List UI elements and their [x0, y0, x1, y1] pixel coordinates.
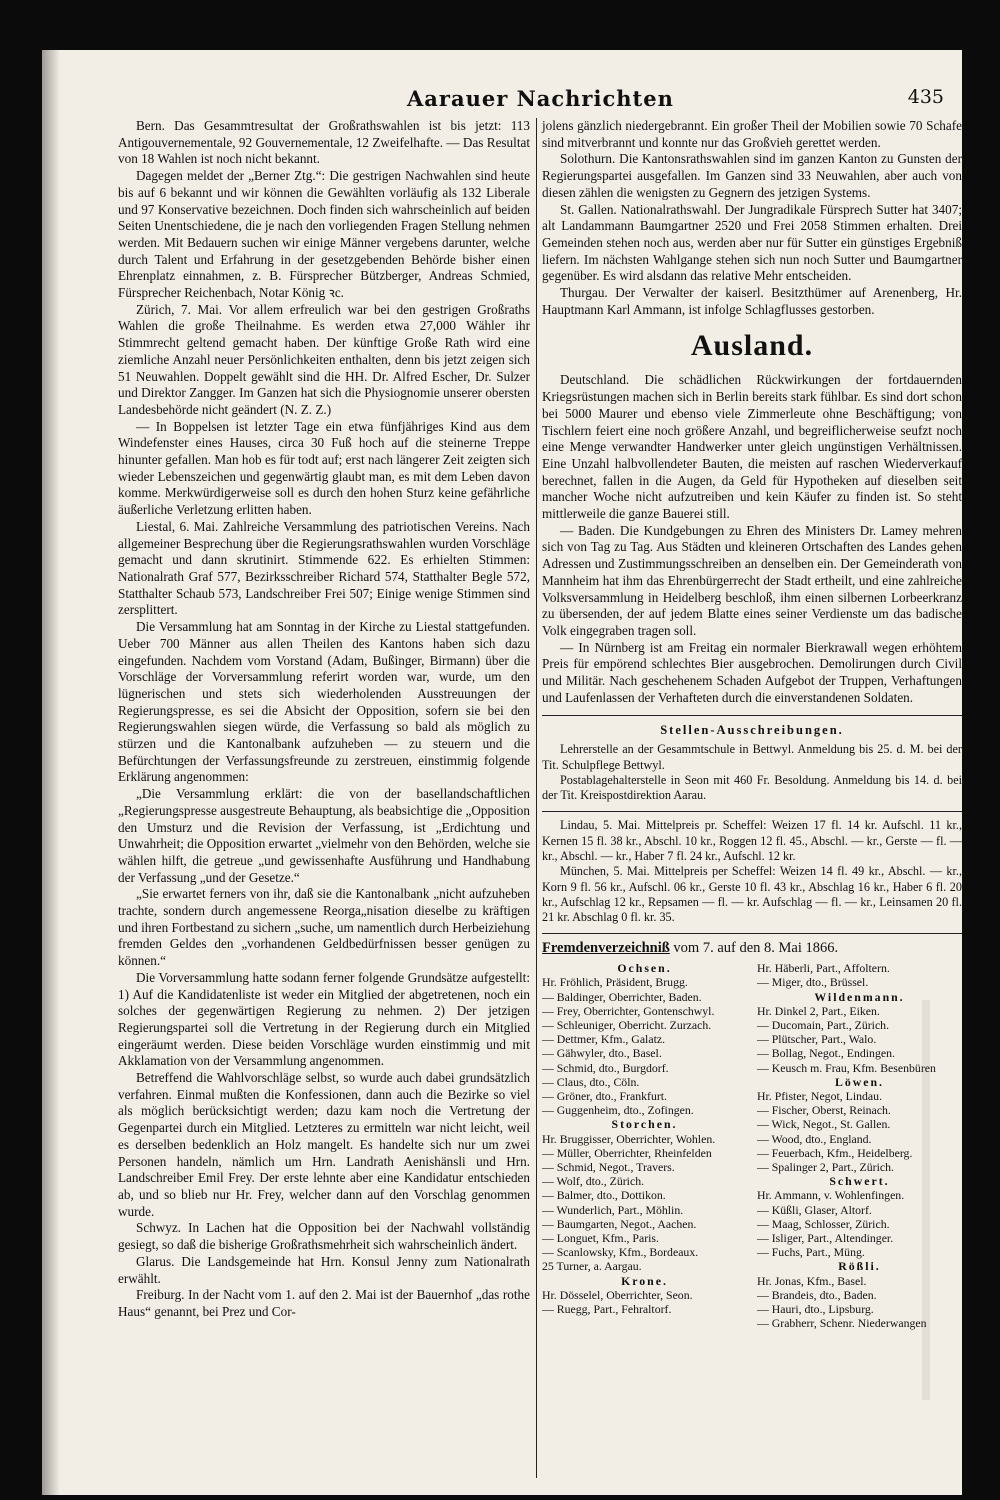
guest-entry: 25 Turner, a. Aargau.	[542, 1259, 642, 1274]
quoted-declaration: „Die Versammlung erklärt: die von der basellandschaftlichen „Regierungspresse ausgestreute Behauptung, als beabsichtige die „Opposition den Umsturz und die Revision der Verfassung, ist „Erdichtung und Unwahrheit; die Opposition erwartet „vielmehr von den Behörden, welche sie wählen hilft, die getreue „und gewissenhafte Ausführung und Handhabung der Verfassung „und der Gesetze.“	[118, 786, 530, 885]
guest-entry: — Plütscher, Part., Walo.	[757, 1032, 877, 1047]
guest-entry: — Isliger, Part., Altendinger.	[757, 1231, 894, 1246]
article-paragraph: Die Vorversammlung hatte sodann ferner folgende Grundsätze aufgestellt: 1) Auf die Kandidatenliste ist weder ein Mitglied der abgetretenen, noch ein solches der gegenwärtigen Regierung zu nehmen. 2) Der jetzigen Regierungspartei soll die Vertretung in der Regierung durch ein Mitglied eingeräumt werden. Diese beiden Vorschläge wurden einstimmig und mit Akklamation von der Versammlung angenommen.	[118, 969, 530, 1069]
guest-entry: Hr. Jonas, Kfm., Basel.	[757, 1273, 867, 1288]
guest-entry: Hr. Dösselel, Oberrichter, Seon.	[542, 1287, 693, 1302]
quoted-declaration: „Sie erwartet ferners von ihr, daß sie die Kantonalbank „nicht aufzuheben trachte, sondern durch angemessene Reorga„nisation dieselbe zu kräftigen und ihren Fortbestand zu sichern „suche, um namentlich durch Herbeiziehung fremden Geldes den „vorhandenen Geldbedürfnissen besser genügen zu können.“	[118, 886, 530, 969]
market-report: München, 5. Mai. Mittelpreis per Scheffel: Weizen 14 fl. 49 kr., Abschl. — kr., Korn 9 fl. 56 kr., Aufschl. 06 kr., Gerste 10 fl. 43 kr., Abschlag 16 kr., Haber 6 fl. 20 kr., Aufschlag 12 kr., Repsamen — fl. — kr. Aufschlag — fl. — kr., Leinsamen 20 fl. 21 kr. Abschlag 0 fl. kr. 35.	[542, 864, 962, 925]
guest-entry: — Dettmer, Kfm., Galatz.	[542, 1032, 666, 1047]
guest-list-date: vom 7. auf den 8. Mai 1866.	[673, 940, 839, 957]
guest-entry: — Guggenheim, dto., Zofingen.	[542, 1103, 694, 1118]
article-paragraph: Betreffend die Wahlvorschläge selbst, so wurde auch dabei grundsätzlich verfahren. Einmal mußten die Konfessionen, dann auch die Bezirke so viel als möglich berücksichtigt werden; dazu kam noch die Vertretung der Gegenpartei durch ein Mitglied. Letzteres zu ermitteln war nicht leicht, weil es derselben bedenklich an Holz mangelt. Es handelte sich nur um zwei Personen handeln, nämlich um Hrn. Landrath Aenishänsli und Hrn. Landschreiber Emil Frey. Der erste lehnte aber eine Kandidatur entschieden ab, und so blieb nur Hr. Frey, welcher dann auf den Vorschlag genommen wurde.	[118, 1070, 530, 1219]
guest-entry: — Küßli, Glaser, Altorf.	[757, 1202, 872, 1217]
guest-entry: — Brandeis, dto., Baden.	[757, 1287, 877, 1302]
article-paragraph: — In Boppelsen ist letzter Tage ein etwa fünfjähriges Kind aus dem Windefenster eines Hauses, circa 30 Fuß hoch auf die steinerne Treppe hinunter gefallen. Man hob es für todt auf; erst nach längerer Zeit zeigten sich wieder Lebenszeichen und gegenwärtig glaubt man, es mit dem Leben davon komme. Merkwürdigerweise soll es durch den hohen Sturz keine gefährliche äußerliche Verletzung erlitten haben.	[118, 418, 530, 518]
hotel-name: Löwen.	[834, 1074, 885, 1089]
article-paragraph: Bern. Das Gesammtresultat der Großrathswahlen ist bis jetzt: 113 Antigouvernementale, 92 Gouvernementale, 12 Zweifelhafte. — Das Resultat von 18 Wahlen ist noch nicht bekannt.	[118, 118, 530, 167]
article-paragraph: Thurgau. Der Verwalter der kaiserl. Besitzthümer auf Arenenberg, Hr. Hauptmann Karl Ammann, ist infolge Schlagflusses gestorben.	[542, 285, 962, 317]
paper-stain	[922, 1000, 930, 1400]
article-paragraph: Glarus. Die Landsgemeinde hat Hrn. Konsul Jenny zum Nationalrath erwählt.	[118, 1253, 530, 1286]
guest-entry: — Keusch m. Frau, Kfm. Besenbüren	[757, 1060, 936, 1075]
guest-entry: — Spalinger 2, Part., Zürich.	[757, 1160, 894, 1175]
article-paragraph: Zürich, 7. Mai. Vor allem erfreulich war bei den gestrigen Großraths Wahlen die große Theilnahme. Es werden etwa 27,000 Wähler ihr Stimmrecht geltend gemacht haben. Der künftige Große Rath wird eine ziemliche Anzahl neuer Persönlichkeiten enthalten, denn bis jetzt zeigen sich 51 Neuwahlen. Doppelt gewählt sind die HH. Dr. Alfred Escher, Dr. Sulzer und Direktor Zangger. Im Ganzen hat sich die Physiognomie unserer obersten Landesbehörde nicht geändert (N. Z. Z.)	[118, 301, 530, 417]
guest-entry: — Baldinger, Oberrichter, Baden.	[542, 989, 702, 1004]
market-report: Lindau, 5. Mai. Mittelpreis pr. Scheffel: Weizen 17 fl. 14 kr. Aufschl. 11 kr., Kernen 15 fl. 38 kr., Abschl. 10 kr., Roggen 12 fl. 45., Abschl. — kr., Gerste — fl. — kr., Abschl. — kr., Haber 7 fl. 24 kr., Aufschl. 12 kr.	[542, 818, 962, 863]
hotel-name: Ochsen.	[617, 961, 672, 976]
section-rule	[542, 933, 962, 934]
guest-entry: — Feuerbach, Kfm., Heidelberg.	[757, 1145, 913, 1160]
guest-entry: — Frey, Oberrichter, Gontenschwyl.	[542, 1003, 715, 1018]
article-paragraph: Freiburg. In der Nacht vom 1. auf den 2. Mai ist der Bauernhof „das rothe Haus“ genannt, bei Prez und Cor-	[118, 1287, 530, 1319]
guest-entry: — Wick, Negot., St. Gallen.	[757, 1117, 891, 1132]
guest-entry: Hr. Häberli, Part., Affoltern.	[757, 961, 890, 976]
guest-entry: — Müller, Oberrichter, Rheinfelden	[542, 1145, 712, 1160]
guest-entry: — Balmer, dto., Dottikon.	[542, 1188, 666, 1203]
left-column	[118, 118, 530, 1488]
newspaper-page	[42, 50, 962, 1495]
article-paragraph: Solothurn. Die Kantonsrathswahlen sind im ganzen Kanton zu Gunsten der Regierungspartei ausgefallen. Im Ganzen sind 33 Neuwahlen, aber auch von diesen zählen die wenigsten zu Gegnern des jetzigen Systems.	[542, 151, 962, 200]
guest-list-right	[757, 961, 962, 1330]
guest-entry: — Claus, dto., Cöln.	[542, 1074, 640, 1089]
guest-entry: — Baumgarten, Negot., Aachen.	[542, 1216, 697, 1231]
guest-entry: — Wolf, dto., Zürich.	[542, 1174, 645, 1189]
guest-entry: — Schmid, Negot., Travers.	[542, 1160, 675, 1175]
section-rule	[542, 811, 962, 812]
column-divider	[536, 118, 537, 1478]
guest-entry: — Scanlowsky, Kfm., Bordeaux.	[542, 1245, 699, 1260]
guest-entry: — Fischer, Oberst, Reinach.	[757, 1103, 891, 1118]
newspaper-title: Aarauer Nachrichten	[407, 86, 674, 111]
hotel-name: Schwert.	[829, 1174, 890, 1189]
guest-entry: — Ruegg, Part., Fehraltorf.	[542, 1302, 672, 1317]
article-paragraph: jolens gänzlich niedergebrannt. Ein großer Theil der Mobilien sowie 70 Schafe sind mitverbrannt und konnte nur das Großvieh gerettet werden.	[542, 118, 962, 150]
stellen-heading: Stellen-Ausschreibungen.	[660, 722, 844, 737]
section-rule	[542, 715, 962, 716]
article-paragraph: Liestal, 6. Mai. Zahlreiche Versammlung des patriotischen Vereins. Nach allgemeiner Besprechung über die Regierungsrathswahlen wurden Vorschläge gemacht und dann skrutinirt. Stimmende 622. Es erhielten Stimmen: Nationalrath Graf 577, Bezirksschreiber Richard 574, Statthalter Begle 572, Statthalter Schaub 573, Landschreiber Frei 507; Einige wenige Stimmen sind zersplittert.	[118, 518, 530, 618]
guest-entry: Hr. Bruggisser, Oberrichter, Wohlen.	[542, 1131, 716, 1146]
article-paragraph: — Baden. Die Kundgebungen zu Ehren des Ministers Dr. Lamey mehren sich von Tag zu Tag. Aus Städten und kleineren Ortschaften des Landes gehen Adressen und Zustimmungsschreiben an denselben ein. Der Gemeinderath von Mannheim hat ihm das Ehrenbürgerrecht der Stadt ertheilt, und eine zahlreiche Volksversammlung in Heidelberg beschloß, ihm einen silbernen Lorbeerkranz zu übersenden, der auf jedem Blatte eines seiner Verdienste um das badische Volk eingegraben tragen soll.	[542, 522, 962, 638]
right-column	[542, 118, 962, 1488]
guest-entry: — Hauri, dto., Lipsburg.	[757, 1302, 874, 1317]
article-paragraph: — In Nürnberg ist am Freitag ein normaler Bierkrawall wegen erhöhtem Preis für empörend schlechtes Bier ausgebrochen. Demolirungen durch Civil und Militär. Nach geschehenem Schaden Aufgebot der Truppen, Verhaftungen und Laufenlassen der Verhafteten durch die einverstandenen Soldaten.	[542, 639, 962, 705]
guest-entry: — Ducomain, Part., Zürich.	[757, 1017, 890, 1032]
guest-entry: Hr. Pfister, Negot, Lindau.	[757, 1089, 883, 1103]
article-paragraph: St. Gallen. Nationalrathswahl. Der Jungradikale Fürsprech Sutter hat 3407; alt Landammann Baumgartner 2520 und Frei 2058 Stimmen erhalten. Drei Gemeinden stehen noch aus, werden aber nur für Sutter ein günstiges Ergebniß liefern. Im nächsten Wahlgange stehen sich nun noch Sutter und Baumgartner gegenüber. Es wird alsdann das relative Mehr entscheiden.	[542, 201, 962, 284]
guest-entry: — Schleuniger, Oberricht. Zurzach.	[542, 1017, 712, 1032]
page-number: 435	[907, 86, 944, 108]
guest-entry: Hr. Ammann, v. Wohlenfingen.	[757, 1188, 905, 1203]
job-listing: Postablagehalterstelle in Seon mit 460 Fr. Besoldung. Anmeldung bis 14. d. bei der Tit. Kreispostdirektion Aarau.	[542, 772, 962, 803]
guest-entry: — Schmid, dto., Burgdorf.	[542, 1060, 669, 1075]
hotel-name: Storchen.	[611, 1117, 678, 1132]
guest-entry: Hr. Fröhlich, Präsident, Brugg.	[542, 975, 688, 990]
guest-entry: — Maag, Schlosser, Zürich.	[757, 1216, 890, 1231]
guest-entry: — Gröner, dto., Frankfurt.	[542, 1089, 668, 1103]
guest-list-left	[542, 961, 747, 1330]
guest-entry: — Fuchs, Part., Müng.	[757, 1245, 865, 1260]
hotel-name: Wildenmann.	[814, 989, 905, 1004]
guest-entry: — Grabherr, Schenr. Niederwangen	[757, 1316, 927, 1331]
article-paragraph: Dagegen meldet der „Berner Ztg.“: Die gestrigen Nachwahlen sind heute bis auf 6 bekannt und wir können die Gewählten vorläufig als 132 Liberale und 97 Konservative bezeichnen. Doch finden sich wahrscheinlich auf beiden Seiten Unentschiedene, die je nach den vorliegenden Fragen Stellung nehmen werden. Mit Bedauern suchen wir einige Männer vergebens darunter, welche durch Talent und Erfahrung in der gesetzgebenden Behörde bisher einen Ehrenplatz einnahmen, z. B. Fürsprecher Bützberger, Andreas Schmied, Fürsprecher Reichenbach, Notar König ꝛc.	[118, 168, 530, 301]
article-paragraph: Schwyz. In Lachen hat die Opposition bei der Nachwahl vollständig gesiegt, so daß die bisherige Großrathsmehrheit sich wahrscheinlich ändert.	[118, 1220, 530, 1253]
article-paragraph: Die Versammlung hat am Sonntag in der Kirche zu Liestal stattgefunden. Ueber 700 Männer aus allen Theilen des Kantons haben sich dazu eingefunden. Nachdem vom Vorstand (Adam, Bußinger, Birmann) über die Vorschläge der Vorversammlung referirt worden war, wurde, um den lügnerischen und stets sich wiederholenden Ausstreuungen der Regierungspresse, es sei die Absicht der Opposition, sofern sie bei den Regierungswahlen siegen würde, die Verfassung so bald als möglich zu stürzen und die Kantonalbank aufzuheben — zu steuern und die Befürchtungen der Verfassungsfreunde zu zerstreuen, einstimmig folgende Erklärung angenommen:	[118, 619, 530, 785]
binding-shadow	[42, 50, 60, 1495]
guest-entry: Hr. Dinkel 2, Part., Eiken.	[757, 1003, 880, 1018]
article-paragraph: Deutschland. Die schädlichen Rückwirkungen der fortdauernden Kriegsrüstungen machen sich in Berlin bereits stark fühlbar. Es sind dort schon bei 5000 Maurer und ebenso viele Zimmerleute ohne Beschäftigung; von Tischlern feiert eine noch größere Anzahl, und begreiflicherweise seufzt noch eine Menge verwandter Handwerker unter gleich ungünstigen Verhältnissen. Eine Unzahl halbvollendeter Bauten, die meisten auf raschen Wiederverkauf berechnet, fallen in die Augen, da Geld für Hypotheken auf dieselben seit mancher Woche nicht aufzutreiben und kein Käufer zu finden ist. So steht mittlerweile die ganze Bauerei still.	[542, 372, 962, 522]
guest-list-title: Fremdenverzeichniß	[542, 940, 670, 957]
guest-entry: — Wood, dto., England.	[757, 1131, 872, 1146]
running-header	[42, 86, 962, 114]
hotel-name: Rößli.	[838, 1259, 881, 1274]
guest-entry: — Miger, dto., Brüssel.	[757, 975, 869, 990]
section-heading-ausland: Ausland.	[690, 329, 814, 363]
guest-list-heading	[542, 940, 962, 957]
job-listing: Lehrerstelle an der Gesammtschule in Bettwyl. Anmeldung bis 25. d. M. bei der Tit. Schulpflege Bettwyl.	[542, 742, 962, 772]
guest-entry: — Wunderlich, Part., Möhlin.	[542, 1202, 684, 1217]
guest-entry: — Bollag, Negot., Endingen.	[757, 1046, 895, 1061]
guest-entry: — Longuet, Kfm., Paris.	[542, 1231, 659, 1246]
hotel-name: Krone.	[621, 1273, 668, 1288]
guest-list	[542, 961, 962, 1330]
guest-entry: — Gähwyler, dto., Basel.	[542, 1046, 662, 1061]
